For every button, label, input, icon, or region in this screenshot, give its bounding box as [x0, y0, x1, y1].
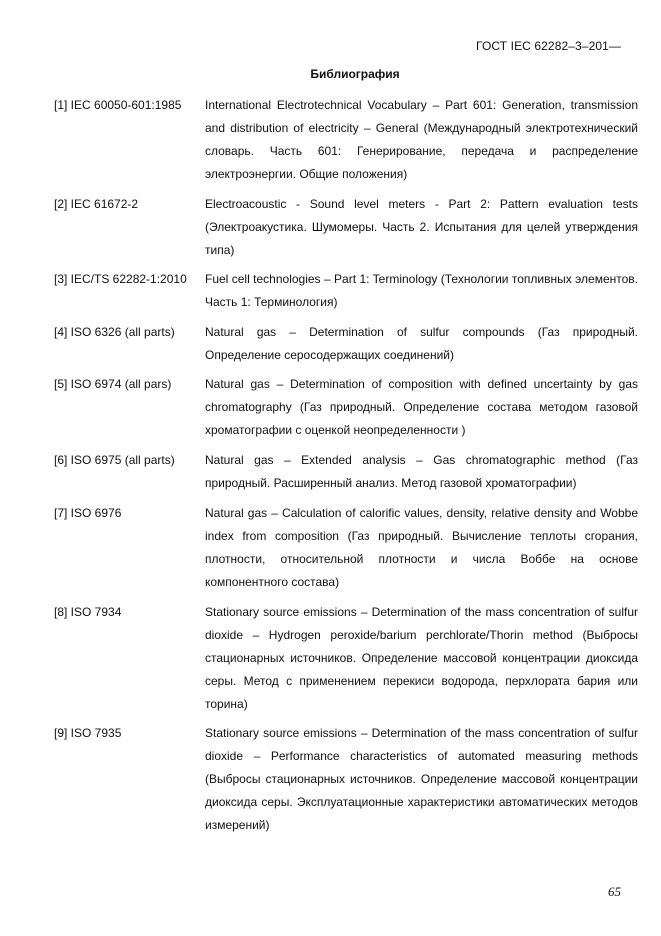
- bibliography-entry-3: [54, 268, 638, 314]
- entry-description: Natural gas – Extended analysis – Gas chromatographic method (Газ природный. Расширенный анализ. Метод газовой хроматографии): [205, 453, 638, 490]
- entry-reference: [7] ISO 6976: [54, 506, 122, 520]
- bibliography-entry-5: [54, 373, 638, 442]
- entry-reference: [6] ISO 6975 (all parts): [54, 453, 175, 467]
- entry-description: Natural gas – Determination of sulfur compounds (Газ природный. Определение серосодержащих соединений): [205, 325, 638, 362]
- entry-description: Natural gas – Determination of composition with defined uncertainty by gas chromatography (Газ природный. Определение состава методом газовой хроматографии с оценкой неопределенности ): [205, 377, 638, 437]
- entry-description: Fuel cell technologies – Part 1: Terminology (Технологии топливных элементов. Часть 1: Терминология): [205, 272, 638, 309]
- page-number: 65: [608, 884, 621, 899]
- bibliography-entry-7: [54, 502, 638, 594]
- entry-description: Stationary source emissions – Determination of the mass concentration of sulfur dioxide – Hydrogen peroxide/barium perchlorate/Thorin method (Выбросы стационарных источников. Определение массовой концентрации диоксида серы. Метод с применением перекиси водорода, перхлората бария или торина): [205, 605, 638, 711]
- entry-description: Electroacoustic - Sound level meters - Part 2: Pattern evaluation tests (Электроакустика. Шумомеры. Часть 2. Испытания для целей утверждения типа): [205, 197, 638, 257]
- entry-reference: [2] IEC 61672-2: [54, 197, 139, 211]
- bibliography-entry-6: [54, 449, 638, 495]
- section-title: Библиография: [310, 67, 400, 81]
- bibliography-entry-4: [54, 321, 638, 367]
- entry-reference: [5] ISO 6974 (all pars): [54, 377, 172, 391]
- entry-reference: [9] ISO 7935: [54, 726, 122, 740]
- entry-description: Stationary source emissions – Determination of the mass concentration of sulfur dioxide – Performance characteristics of automated measuring methods (Выбросы стационарных источников. Определение массовой концентрации диоксида серы. Эксплуатационные характеристики автоматических методов измерений): [205, 726, 638, 832]
- entry-reference: [4] ISO 6326 (all parts): [54, 325, 175, 339]
- bibliography-entry-9: [54, 722, 638, 837]
- entry-reference: [3] IEC/TS 62282-1:2010: [54, 272, 187, 286]
- document-code-header: ГОСТ IEC 62282–3–201—: [476, 39, 621, 53]
- entry-description: International Electrotechnical Vocabulary – Part 601: Generation, transmission and distribution of electricity – General (Международный электротехнический словарь. Часть 601: Генерирование, передача и распределение электроэнергии. Общие положения): [205, 98, 638, 181]
- entry-reference: [1] IEC 60050-601:1985: [54, 98, 182, 112]
- bibliography-entry-8: [54, 601, 638, 716]
- bibliography-entry-2: [54, 193, 638, 262]
- entry-description: Natural gas – Calculation of calorific values, density, relative density and Wobbe index from composition (Газ природный. Вычисление теплоты сгорания, плотности, относительной плотности и числа Воббе на основе компонентного состава): [205, 506, 638, 589]
- bibliography-entry-1: [54, 94, 638, 186]
- entry-reference: [8] ISO 7934: [54, 605, 122, 619]
